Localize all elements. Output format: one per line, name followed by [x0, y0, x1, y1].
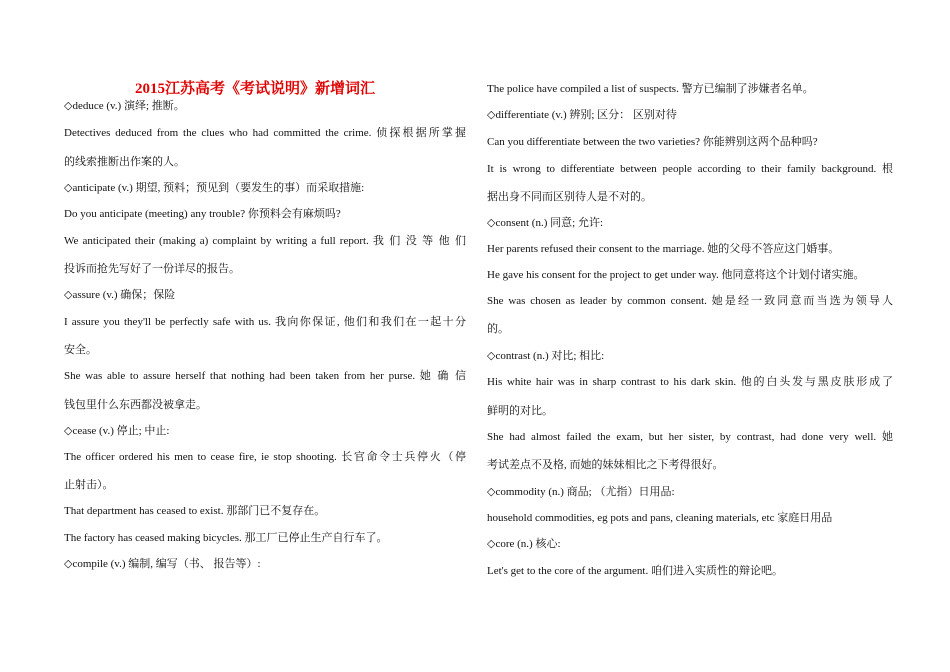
example-line: We anticipated their (making a) complaint by writing a full report. 我 们 没 等 他 们 [64, 235, 466, 247]
example-line: I assure you they'll be perfectly safe with us. 我向你保证, 他们和我们在一起十分 [64, 316, 466, 328]
example-line: Let's get to the core of the argument. 咱们进入实质性的辩论吧。 [487, 565, 783, 577]
entry-header-differentiate: ◇differentiate (v.) 辨别; 区分： 区别对待 [487, 109, 677, 121]
entry-header-commodity: ◇commodity (n.) 商品; （尤指）日用品: [487, 486, 675, 498]
example-line: He gave his consent for the project to get under way. 他同意将这个计划付诸实施。 [487, 269, 865, 281]
example-line: She was able to assure herself that nothing had been taken from her purse. 她 确 信 [64, 370, 466, 382]
example-line: 止射击）。 [64, 479, 114, 491]
example-line: That department has ceased to exist. 那部门已不复存在。 [64, 505, 326, 517]
entry-header-compile: ◇compile (v.) 编制, 编写（书、 报告等）: [64, 558, 261, 570]
entry-header-cease: ◇cease (v.) 停止; 中止: [64, 425, 170, 437]
example-line: Do you anticipate (meeting) any trouble? 你预料会有麻烦吗? [64, 208, 341, 220]
example-line: 鲜明的对比。 [487, 405, 553, 417]
entry-header-anticipate: ◇anticipate (v.) 期望, 预料；预见到（要发生的事）而采取措施: [64, 182, 365, 194]
example-line: 考试差点不及格, 而她的妹妹相比之下考得很好。 [487, 459, 724, 471]
example-line: She had almost failed the exam, but her sister, by contrast, had done very well. 她 [487, 431, 893, 443]
example-line: She was chosen as leader by common consent. 她是经一致同意而当选为领导人 [487, 295, 893, 307]
example-line: It is wrong to differentiate between people according to their family background. 根 [487, 163, 893, 175]
example-line: The factory has ceased making bicycles. 那工厂已停止生产自行车了。 [64, 532, 388, 544]
example-line: 投诉而抢先写好了一份详尽的报告。 [64, 263, 240, 275]
entry-header-contrast: ◇contrast (n.) 对比; 相比: [487, 350, 605, 362]
entry-header-core: ◇core (n.) 核心: [487, 538, 561, 550]
example-line: Can you differentiate between the two varieties? 你能辨别这两个品种吗? [487, 136, 818, 148]
entry-header-consent: ◇consent (n.) 同意; 允许: [487, 217, 603, 229]
example-line: 安全。 [64, 344, 97, 356]
example-line: 的线索推断出作案的人。 [64, 156, 185, 168]
example-line: His white hair was in sharp contrast to his dark skin. 他的白头发与黑皮肤形成了 [487, 376, 893, 388]
example-line: household commodities, eg pots and pans, cleaning materials, etc 家庭日用品 [487, 512, 833, 524]
entry-header-assure: ◇assure (v.) 确保；保险 [64, 289, 176, 301]
example-line: The officer ordered his men to cease fire, ie stop shooting. 长官命令士兵停火（停 [64, 451, 466, 463]
example-line: The police have compiled a list of suspects. 警方已编制了涉嫌者名单。 [487, 83, 814, 95]
example-line: 钱包里什么东西都没被拿走。 [64, 399, 207, 411]
document-title: 2015江苏高考《考试说明》新增词汇 [135, 81, 376, 97]
example-line: 的。 [487, 323, 509, 335]
example-line: Her parents refused their consent to the marriage. 她的父母不答应这门婚事。 [487, 243, 840, 255]
entry-header-deduce: ◇deduce (v.) 演绎; 推断。 [64, 100, 185, 112]
example-line: 据出身不同而区别待人是不对的。 [487, 191, 652, 203]
example-line: Detectives deduced from the clues who had committed the crime. 侦探根据所掌握 [64, 127, 466, 139]
